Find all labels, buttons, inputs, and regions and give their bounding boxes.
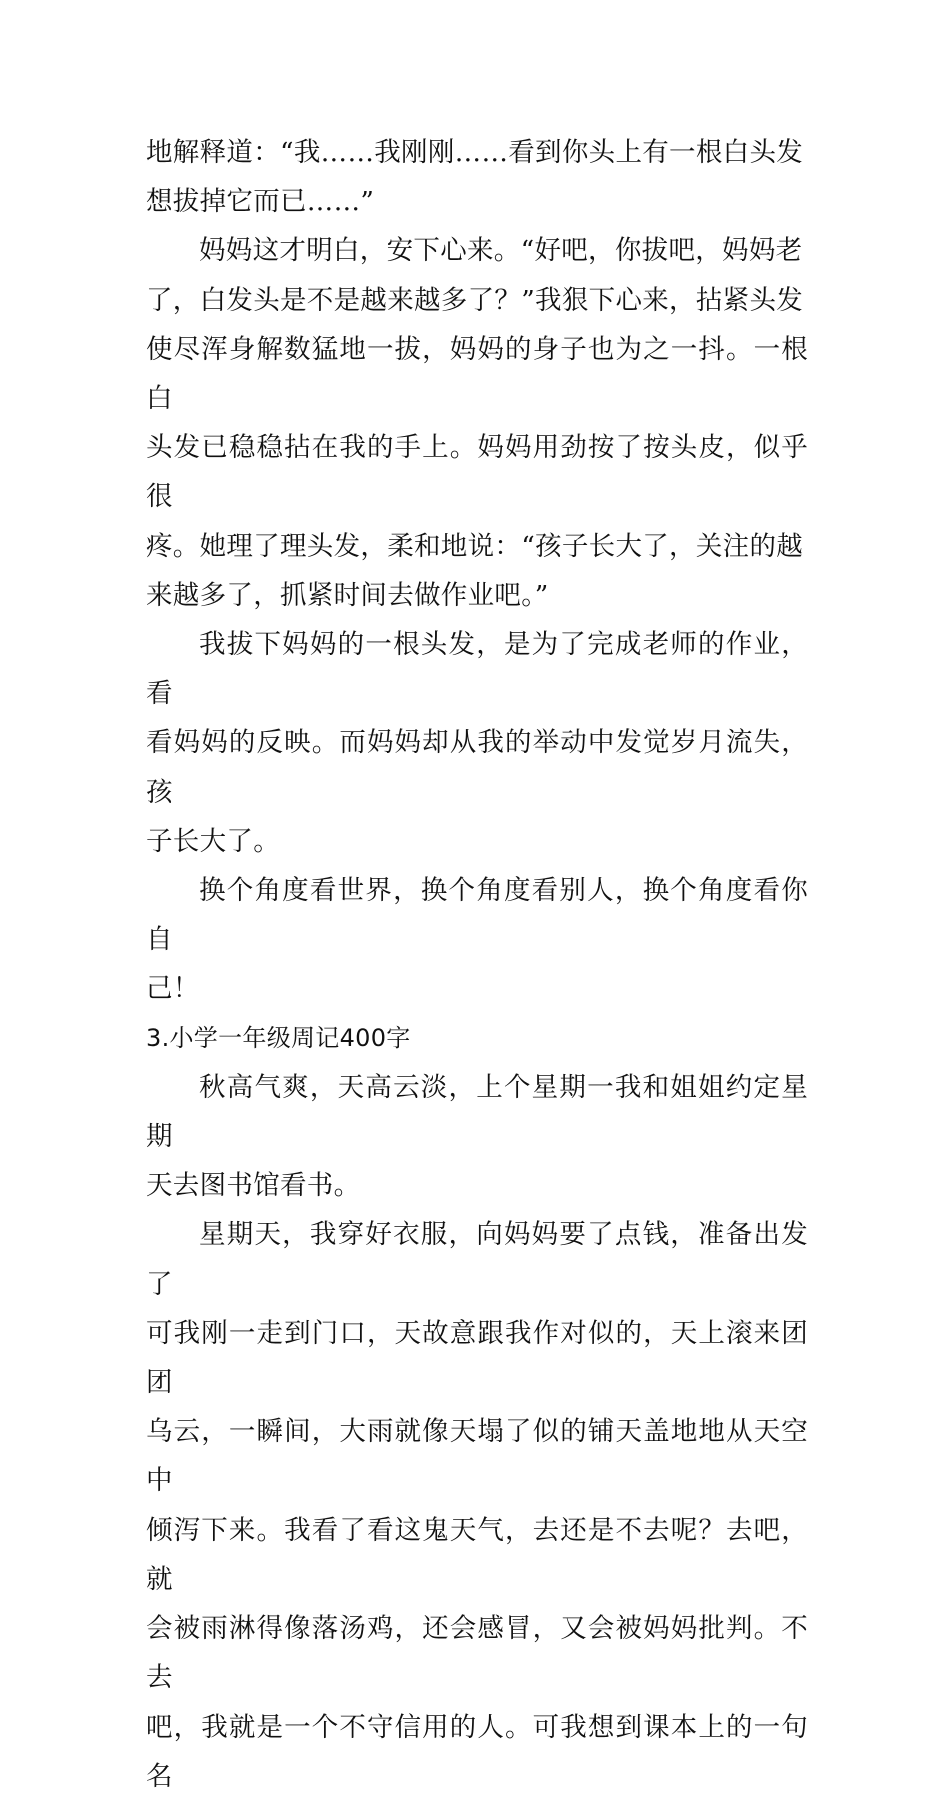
text-line: 子长大了。 bbox=[146, 825, 280, 857]
text-line: 妈妈这才明白，安下心来。“好吧，你拔吧，妈妈老 bbox=[199, 235, 803, 267]
text-line: 看妈妈的反映。而妈妈却从我的举动中发觉岁月流失，孩 bbox=[146, 727, 808, 808]
text-line: 倾泻下来。我看了看这鬼天气，去还是不去呢？去吧，就 bbox=[146, 1514, 808, 1595]
paragraph bbox=[146, 128, 808, 226]
text-line: 天去图书馆看书。 bbox=[146, 1170, 361, 1202]
text-line: 秋高气爽，天高云淡，上个星期一我和姐姐约定星期 bbox=[146, 1071, 808, 1153]
text-line: 可我刚一走到门口，天故意跟我作对似的，天上滚来团团 bbox=[146, 1317, 808, 1399]
text-line: 乌云，一瞬间，大雨就像天塌了似的铺天盖地地从天空中 bbox=[146, 1416, 808, 1497]
text-line: 换个角度看世界，换个角度看别人，换个角度看你自 bbox=[146, 875, 808, 956]
text-line: 地解释道：“我……我刚刚……看到你头上有一根白头发 bbox=[146, 137, 804, 168]
paragraph bbox=[146, 1063, 808, 1211]
text-line: 疼。她理了理头发，柔和地说：“孩子长大了，关注的越 bbox=[146, 530, 804, 562]
text-line: 星期天，我穿好衣服，向妈妈要了点钱，准备出发了 bbox=[146, 1219, 808, 1300]
paragraph bbox=[146, 620, 808, 866]
section-heading: 3.小学一年级周记400字 bbox=[146, 1023, 411, 1052]
text-line: 己！ bbox=[146, 973, 200, 1005]
text-line: 我拔下妈妈的一根头发，是为了完成老师的作业，看 bbox=[146, 629, 808, 710]
text-line: 头发已稳稳拈在我的手上。妈妈用劲按了按头皮，似乎很 bbox=[146, 432, 808, 513]
text-line: 想拔掉它而已……” bbox=[146, 186, 375, 218]
document-body bbox=[146, 128, 808, 1801]
text-line: 来越多了，抓紧时间去做作业吧。” bbox=[146, 579, 549, 611]
text-line: 了，白发头是不是越来越多了？”我狠下心来，拈紧头发 bbox=[146, 284, 804, 316]
paragraph bbox=[146, 226, 808, 620]
text-line: 吧，我就是一个不守信用的人。可我想到课本上的一句名 bbox=[146, 1711, 808, 1792]
paragraph bbox=[146, 1210, 808, 1800]
paragraph bbox=[146, 866, 808, 1014]
text-line: 使尽浑身解数猛地一拔，妈妈的身子也为之一抖。一根白 bbox=[146, 333, 808, 415]
text-line: 会被雨淋得像落汤鸡，还会感冒，又会被妈妈批判。不去 bbox=[146, 1613, 808, 1694]
